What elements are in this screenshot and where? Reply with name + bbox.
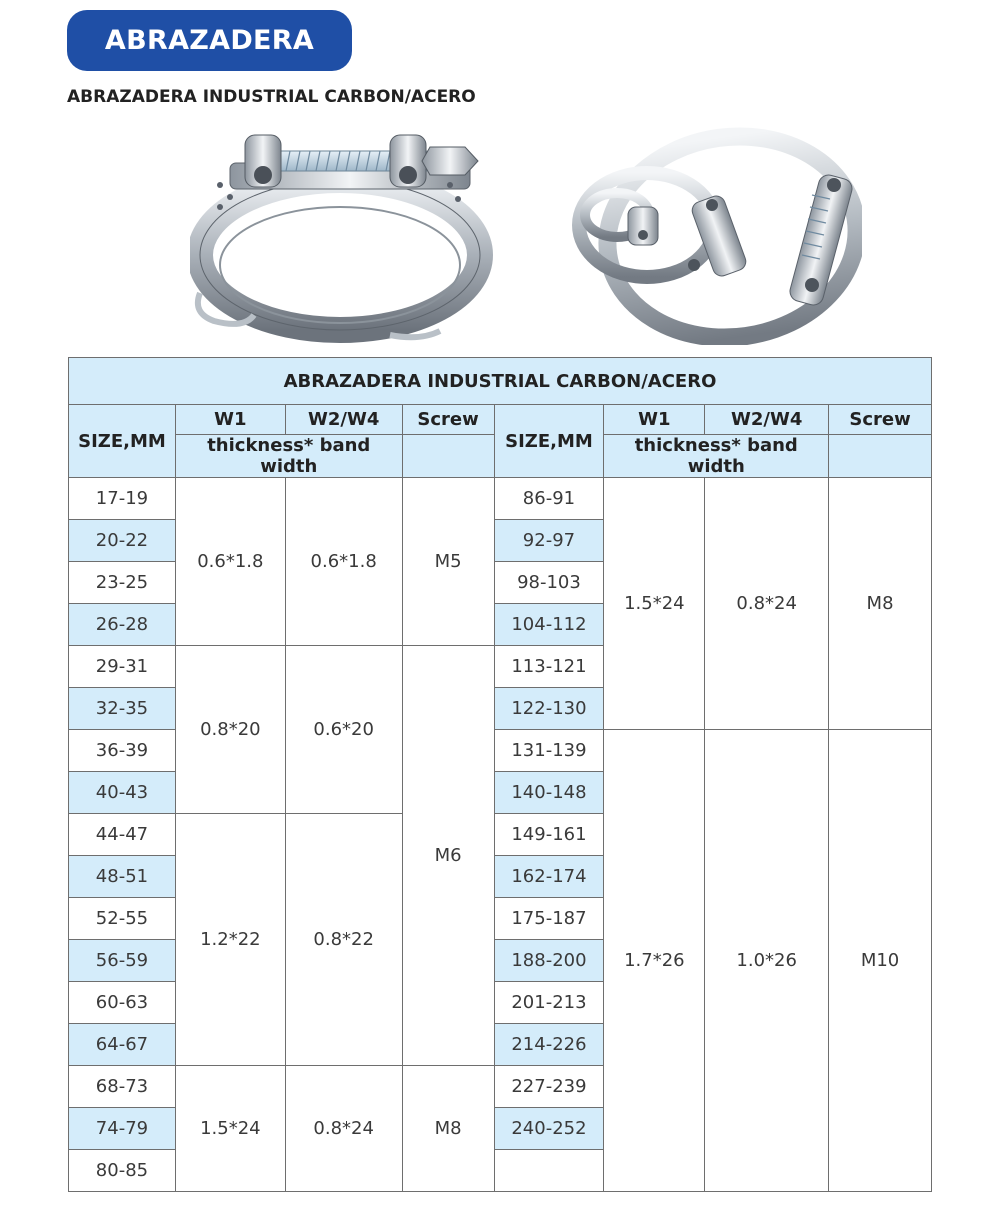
size-right: 240-252 bbox=[494, 1108, 604, 1150]
size-right: 92-97 bbox=[494, 520, 604, 562]
w2w4-value: 1.0*26 bbox=[705, 730, 829, 1192]
size-left: 64-67 bbox=[69, 1024, 176, 1066]
w1-value: 1.7*26 bbox=[604, 730, 705, 1192]
specification-table bbox=[68, 357, 932, 1192]
subheader-thickness: thickness* bbox=[634, 435, 741, 456]
subheader-screw-left-blank bbox=[402, 435, 494, 478]
size-left: 80-85 bbox=[69, 1150, 176, 1192]
w1-value: 0.8*20 bbox=[175, 646, 285, 814]
size-right: 140-148 bbox=[494, 772, 604, 814]
w2w4-value: 0.8*22 bbox=[285, 814, 402, 1066]
size-right: 188-200 bbox=[494, 940, 604, 982]
size-left: 68-73 bbox=[69, 1066, 176, 1108]
header-screw-left: Screw bbox=[402, 405, 494, 435]
subheader-screw-right-blank bbox=[829, 435, 932, 478]
w2w4-value: 0.8*24 bbox=[285, 1066, 402, 1192]
screw-value: M8 bbox=[829, 478, 932, 730]
size-left: 60-63 bbox=[69, 982, 176, 1024]
size-left: 23-25 bbox=[69, 562, 176, 604]
size-left: 32-35 bbox=[69, 688, 176, 730]
size-right-empty bbox=[494, 1150, 604, 1192]
header-screw-right: Screw bbox=[829, 405, 932, 435]
size-right: 227-239 bbox=[494, 1066, 604, 1108]
size-left: 56-59 bbox=[69, 940, 176, 982]
clamp-photo-single bbox=[190, 125, 500, 350]
screw-value: M5 bbox=[402, 478, 494, 646]
subheader-right bbox=[604, 435, 829, 478]
size-left: 74-79 bbox=[69, 1108, 176, 1150]
size-left: 36-39 bbox=[69, 730, 176, 772]
w2w4-value: 0.8*24 bbox=[705, 478, 829, 730]
size-left: 40-43 bbox=[69, 772, 176, 814]
size-left: 52-55 bbox=[69, 898, 176, 940]
header-size-right: SIZE,MM bbox=[494, 405, 604, 478]
size-left: 29-31 bbox=[69, 646, 176, 688]
header-w2w4-left: W2/W4 bbox=[285, 405, 402, 435]
size-right: 122-130 bbox=[494, 688, 604, 730]
w2w4-value: 0.6*1.8 bbox=[285, 478, 402, 646]
size-left: 20-22 bbox=[69, 520, 176, 562]
size-right: 175-187 bbox=[494, 898, 604, 940]
size-right: 149-161 bbox=[494, 814, 604, 856]
subheader-band-width: band width bbox=[687, 435, 798, 477]
subheader-left bbox=[175, 435, 402, 478]
size-left: 17-19 bbox=[69, 478, 176, 520]
section-badge: ABRAZADERA bbox=[67, 10, 352, 71]
product-subtitle: ABRAZADERA INDUSTRIAL CARBON/ACERO bbox=[67, 87, 476, 107]
clamp-photo-set bbox=[572, 125, 862, 345]
size-right: 98-103 bbox=[494, 562, 604, 604]
w2w4-value: 0.6*20 bbox=[285, 646, 402, 814]
screw-value: M8 bbox=[402, 1066, 494, 1192]
size-right: 104-112 bbox=[494, 604, 604, 646]
size-right: 86-91 bbox=[494, 478, 604, 520]
header-w1-left: W1 bbox=[175, 405, 285, 435]
size-right: 131-139 bbox=[494, 730, 604, 772]
table-title: ABRAZADERA INDUSTRIAL CARBON/ACERO bbox=[69, 358, 932, 405]
subheader-thickness: thickness* bbox=[207, 435, 314, 456]
size-left: 26-28 bbox=[69, 604, 176, 646]
screw-value: M10 bbox=[829, 730, 932, 1192]
size-right: 214-226 bbox=[494, 1024, 604, 1066]
size-right: 201-213 bbox=[494, 982, 604, 1024]
subheader-band-width: band width bbox=[260, 435, 371, 477]
header-w2w4-right: W2/W4 bbox=[705, 405, 829, 435]
w1-value: 1.5*24 bbox=[175, 1066, 285, 1192]
screw-value: M6 bbox=[402, 646, 494, 1066]
size-left: 44-47 bbox=[69, 814, 176, 856]
header-w1-right: W1 bbox=[604, 405, 705, 435]
size-right: 162-174 bbox=[494, 856, 604, 898]
w1-value: 1.5*24 bbox=[604, 478, 705, 730]
w1-value: 0.6*1.8 bbox=[175, 478, 285, 646]
header-size-left: SIZE,MM bbox=[69, 405, 176, 478]
w1-value: 1.2*22 bbox=[175, 814, 285, 1066]
size-left: 48-51 bbox=[69, 856, 176, 898]
size-right: 113-121 bbox=[494, 646, 604, 688]
